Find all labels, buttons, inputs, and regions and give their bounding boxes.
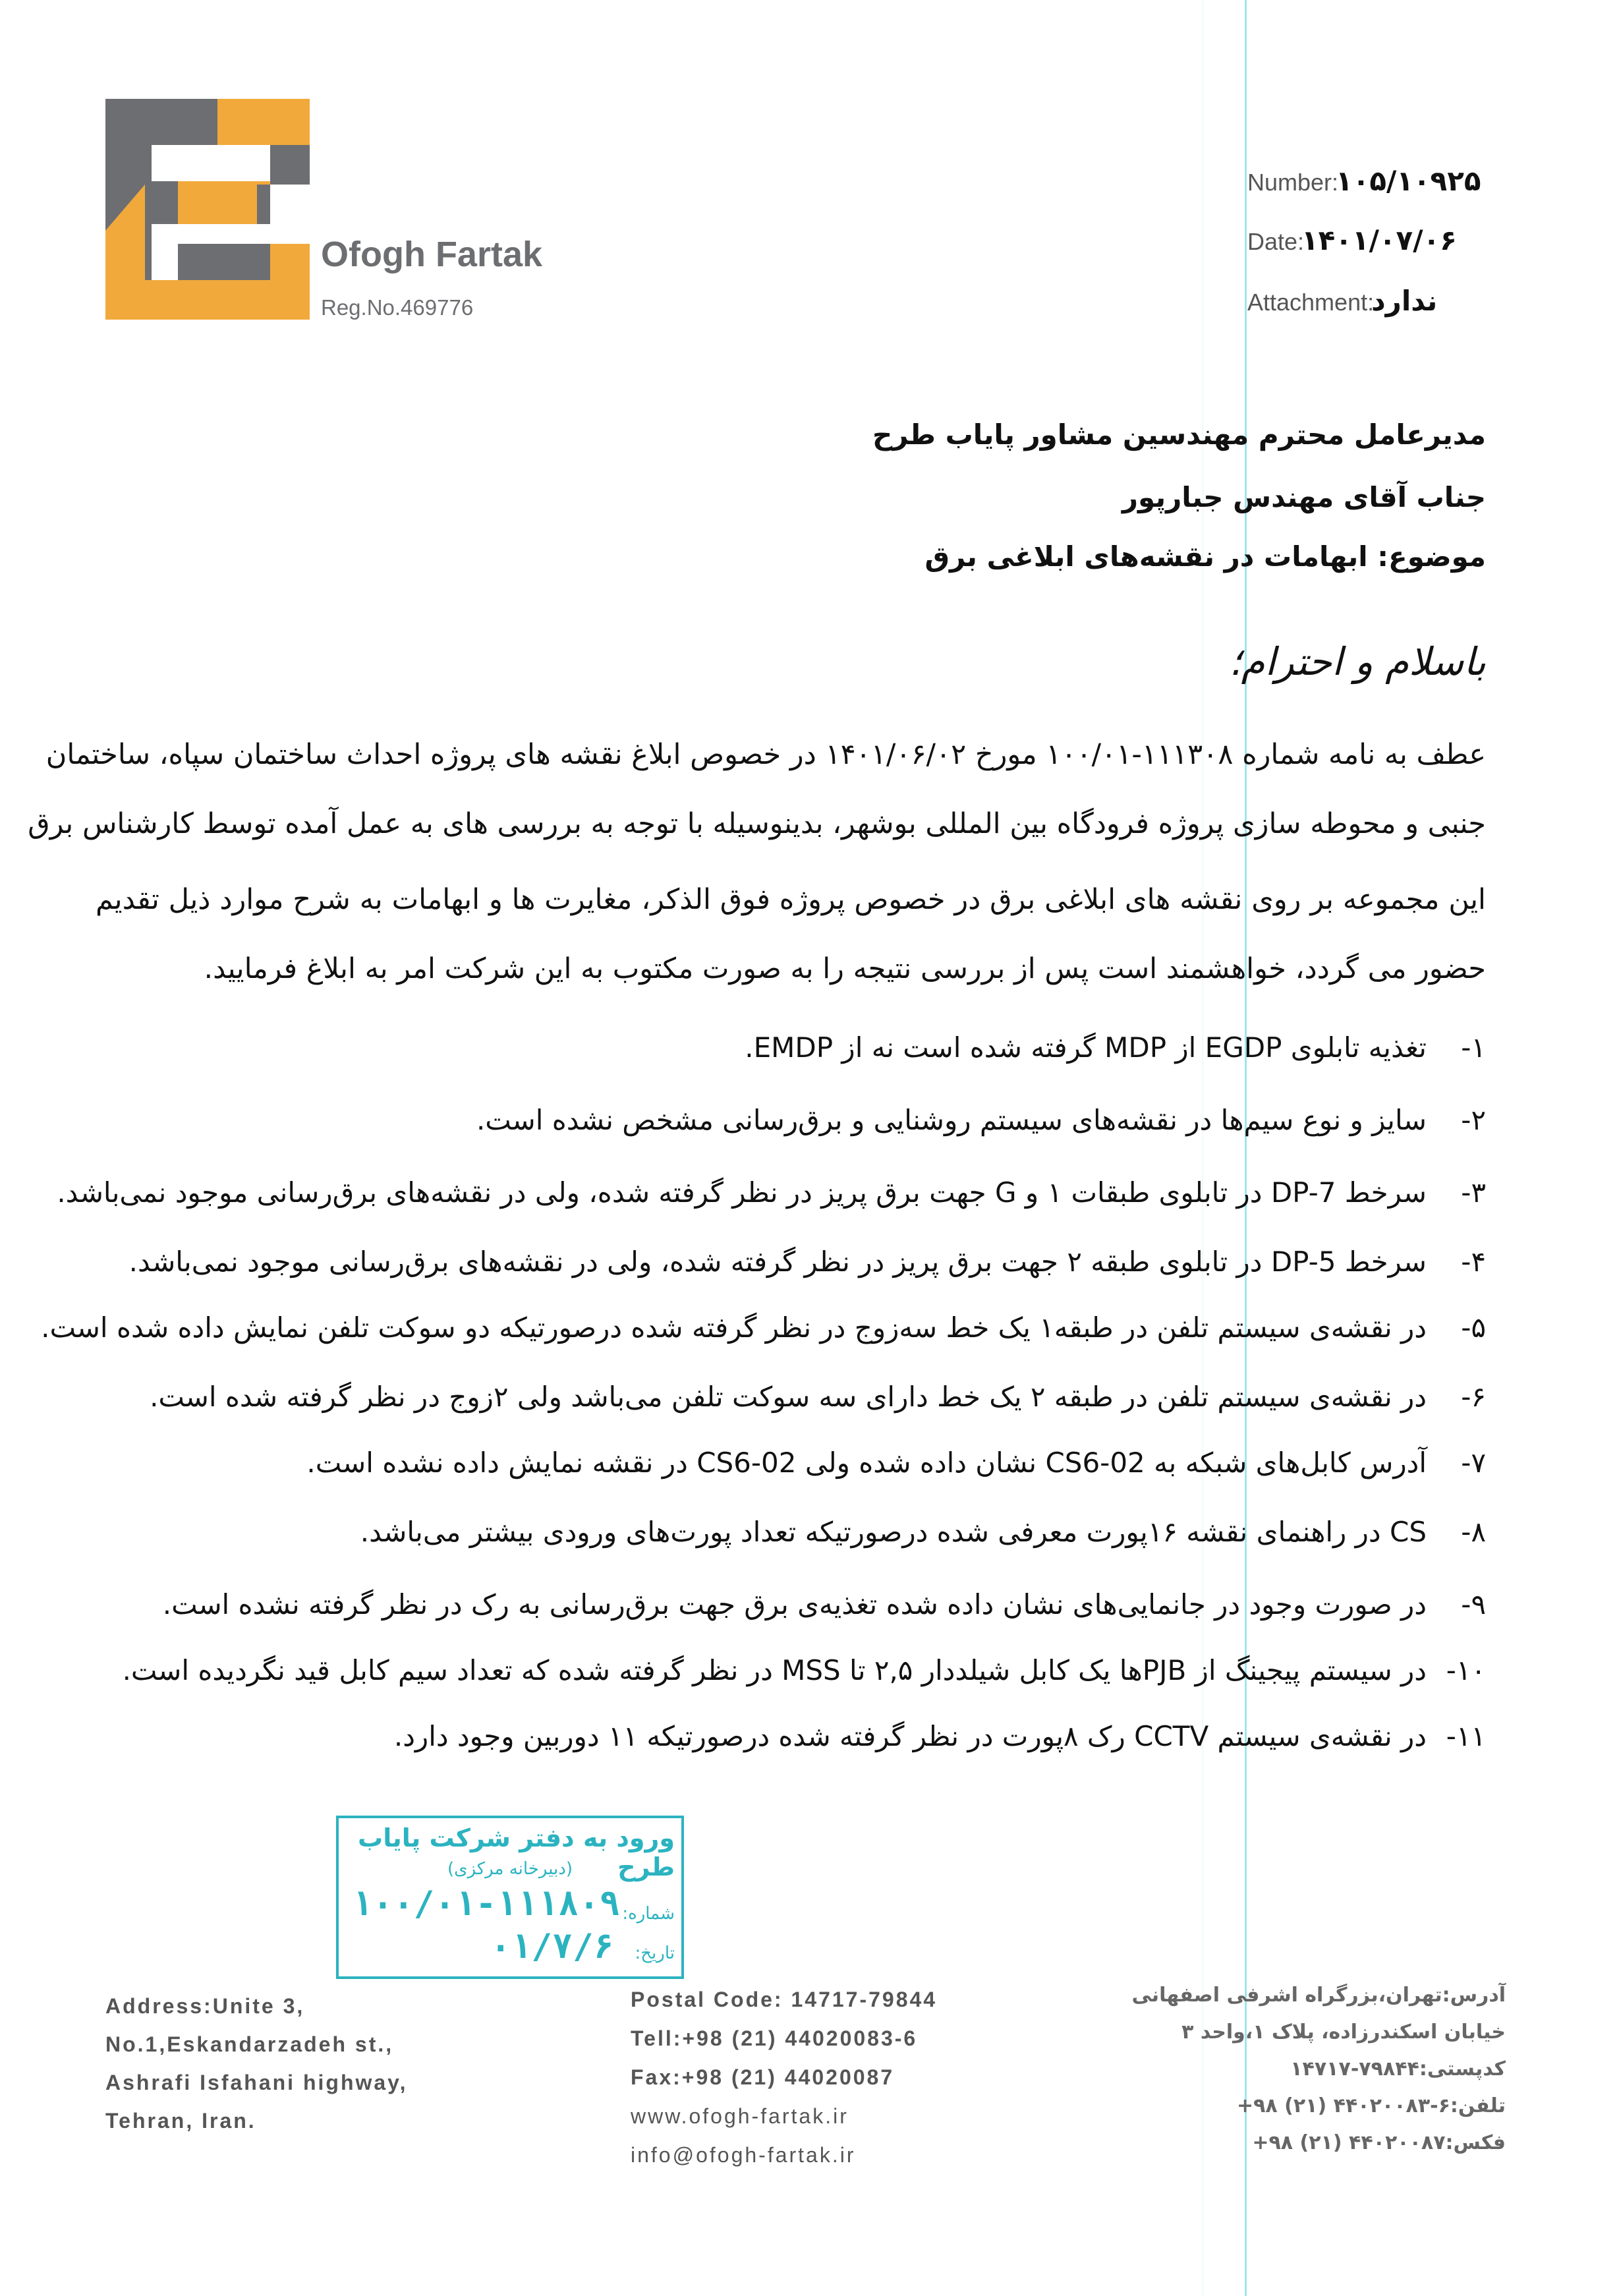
- list-item: [150, 1381, 1486, 1413]
- stamp-number-value: ۱۰۰/۰۱-۱۱۱۸۰۹: [352, 1884, 620, 1924]
- item-text: در سیستم پیجینگ از PJBها یک کابل شیلددار ۲,۵ تا MSS در نظر گرفته شده که تعداد سیم کابل قید نگردیده است.: [122, 1654, 1427, 1686]
- footer-line: Tehran, Iran.: [105, 2109, 256, 2133]
- salutation: باسلام و احترام؛: [1229, 639, 1486, 684]
- registration-number: Reg.No.469776: [321, 295, 474, 320]
- company-logo: [105, 99, 310, 320]
- addressee-title: مدیرعامل محترم مهندسین مشاور پایاب طرح: [872, 418, 1486, 451]
- addressee-name: جناب آقای مهندس جبارپور: [1122, 481, 1486, 513]
- item-text: در نقشه‌ی سیستم تلفن در طبقه۱ یک خط سه‌زوج در نظر گرفته شده درصورتیکه دو سوکت تلفن نمایش داده شده است.: [41, 1311, 1427, 1344]
- footer-line: No.1,Eskandarzadeh st.,: [105, 2032, 394, 2056]
- footer-contact: [631, 1980, 937, 2175]
- item-text: در نقشه‌ی سیستم CCTV رک ۸پورت در نظر گرفته شده درصورتیکه ۱۱ دوربین وجود دارد.: [393, 1720, 1427, 1752]
- stamp-subtitle: (دبیرخانه مرکزی): [447, 1859, 573, 1879]
- list-item: [394, 1720, 1486, 1752]
- item-number: ۷-: [1461, 1447, 1486, 1479]
- list-item: [476, 1104, 1486, 1136]
- letter-subject: موضوع: ابهامات در نقشه‌های ابلاغی برق: [924, 540, 1486, 573]
- scan-artifact-line: [1245, 0, 1247, 2296]
- item-text: CS در راهنمای نقشه ۱۶پورت معرفی شده درصورتیکه تعداد پورت‌های ورودی بیشتر می‌باشد.: [360, 1516, 1427, 1548]
- list-item: [41, 1311, 1486, 1344]
- letter-number: [1247, 165, 1481, 197]
- item-text: سرخط DP-5 در تابلوی طبقه ۲ جهت برق پریز در نظر گرفته شده، ولی در نقشه‌های برق‌رسانی موجود نمی‌باشد.: [128, 1246, 1427, 1278]
- list-item: [745, 1031, 1486, 1064]
- item-text: سایز و نوع سیم‌ها در نقشه‌های سیستم روشنایی و برق‌رسانی مشخص نشده است.: [476, 1104, 1427, 1136]
- body-line: این مجموعه بر روی نقشه های ابلاغی برق در خصوص پروژه فوق الذکر، مغایرت ها و ابهامات به شرح موارد ذیل تقدیم: [96, 883, 1486, 916]
- footer-line: آدرس:تهران،بزرگراه اشرفی اصفهانی: [1131, 1984, 1506, 2007]
- website-link[interactable]: www.ofogh-fartak.ir: [631, 2104, 849, 2128]
- list-item: [123, 1654, 1486, 1686]
- item-number: ۲-: [1461, 1104, 1486, 1136]
- footer-line: خیابان اسکندرزاده، پلاک ۱،واحد ۳: [1181, 2021, 1506, 2044]
- stamp-number-label: شماره:: [622, 1904, 675, 1924]
- date-label: Date:: [1247, 228, 1305, 255]
- body-line: حضور می گردد، خواهشمند است پس از بررسی نتیجه را به صورت مکتوب به این شرکت امر به ابلاغ فرمایید.: [204, 952, 1486, 985]
- letter-date: [1247, 224, 1457, 256]
- list-item: [129, 1246, 1486, 1278]
- company-name: Ofogh Fartak: [321, 235, 543, 274]
- item-number: ۴-: [1461, 1246, 1486, 1278]
- item-number: ۱۱-: [1446, 1720, 1486, 1752]
- item-text: در صورت وجود در جانمایی‌های نشان داده شده تغذیه‌ی برق جهت برق‌رسانی به رک در نظر گرفته نشده است.: [162, 1588, 1427, 1621]
- list-item: [57, 1176, 1486, 1209]
- stamp-date-value: ۰۱/۷/۶: [490, 1927, 614, 1966]
- list-item: [360, 1516, 1486, 1548]
- body-line: عطف به نامه شماره ۱۱۱۳۰۸-۱۰۰/۰۱ مورخ ۱۴۰۱/۰۶/۰۲ در خصوص ابلاغ نقشه های پروژه احداث ساختمان سپاه، ساختمان: [45, 738, 1486, 771]
- telephone: Tell:+98 (21) 44020083-6: [631, 2026, 918, 2050]
- item-text: آدرس کابل‌های شبکه به CS6-02 نشان داده شده ولی CS6-02 در نقشه نمایش داده نشده است.: [306, 1447, 1427, 1479]
- item-text: در نقشه‌ی سیستم تلفن در طبقه ۲ یک خط دارای سه سوکت تلفن می‌باشد ولی ۲زوج در نظر گرفته شده است.: [150, 1381, 1427, 1413]
- footer-line: فکس:۴۴۰۲۰۰۸۷ (۲۱) ۹۸+: [1252, 2131, 1506, 2154]
- item-number: ۸-: [1461, 1516, 1486, 1548]
- attachment-value: ندارد: [1371, 285, 1438, 317]
- item-number: ۳-: [1461, 1176, 1486, 1209]
- fax: Fax:+98 (21) 44020087: [631, 2065, 895, 2089]
- date-value: ۱۴۰۱/۰۷/۰۶: [1301, 224, 1457, 256]
- body-line: جنبی و محوطه سازی پروژه فرودگاه بین المللی بوشهر، بدینوسیله با توجه به بررسی های به عمل آمده توسط کارشناس برق: [28, 807, 1486, 840]
- footer-line: کدپستی:۷۹۸۴۴-۱۴۷۱۷: [1290, 2057, 1506, 2081]
- list-item: [163, 1588, 1486, 1621]
- item-number: ۹-: [1461, 1588, 1486, 1621]
- item-number: ۶-: [1461, 1381, 1486, 1413]
- stamp-date-label: تاریخ:: [635, 1943, 675, 1963]
- footer-line: Ashrafi Isfahani highway,: [105, 2071, 408, 2094]
- number-label: Number:: [1247, 169, 1339, 196]
- item-number: ۵-: [1461, 1311, 1486, 1344]
- list-item: [306, 1447, 1486, 1479]
- item-number: ۱-: [1461, 1031, 1486, 1064]
- received-stamp: [336, 1816, 684, 1979]
- item-text: سرخط DP-7 در تابلوی طبقات ۱ و G جهت برق پریز در نظر گرفته شده، ولی در نقشه‌های برق‌رسانی موجود نمی‌باشد.: [57, 1176, 1427, 1209]
- email-link[interactable]: info@ofogh-fartak.ir: [631, 2143, 856, 2167]
- footer-line: تلفن:۶-۴۴۰۲۰۰۸۳ (۲۱) ۹۸+: [1236, 2094, 1506, 2117]
- item-number: ۱۰-: [1446, 1654, 1486, 1686]
- item-text: تغذیه تابلوی EGDP از MDP گرفته شده است نه از EMDP.: [745, 1031, 1427, 1064]
- letter-attachment: [1247, 285, 1437, 317]
- footer-english-address: [105, 1987, 407, 2140]
- number-value: ۱۰۵/۱۰۹۲۵: [1336, 165, 1481, 197]
- attachment-label: Attachment:: [1247, 289, 1375, 316]
- footer-persian-address: [1131, 1977, 1506, 2162]
- stamp-title: ورود به دفتر شرکت پایاب طرح: [358, 1823, 675, 1881]
- postal-code: Postal Code: 14717-79844: [631, 1988, 938, 2011]
- footer-line: Address:Unite 3,: [105, 1994, 305, 2018]
